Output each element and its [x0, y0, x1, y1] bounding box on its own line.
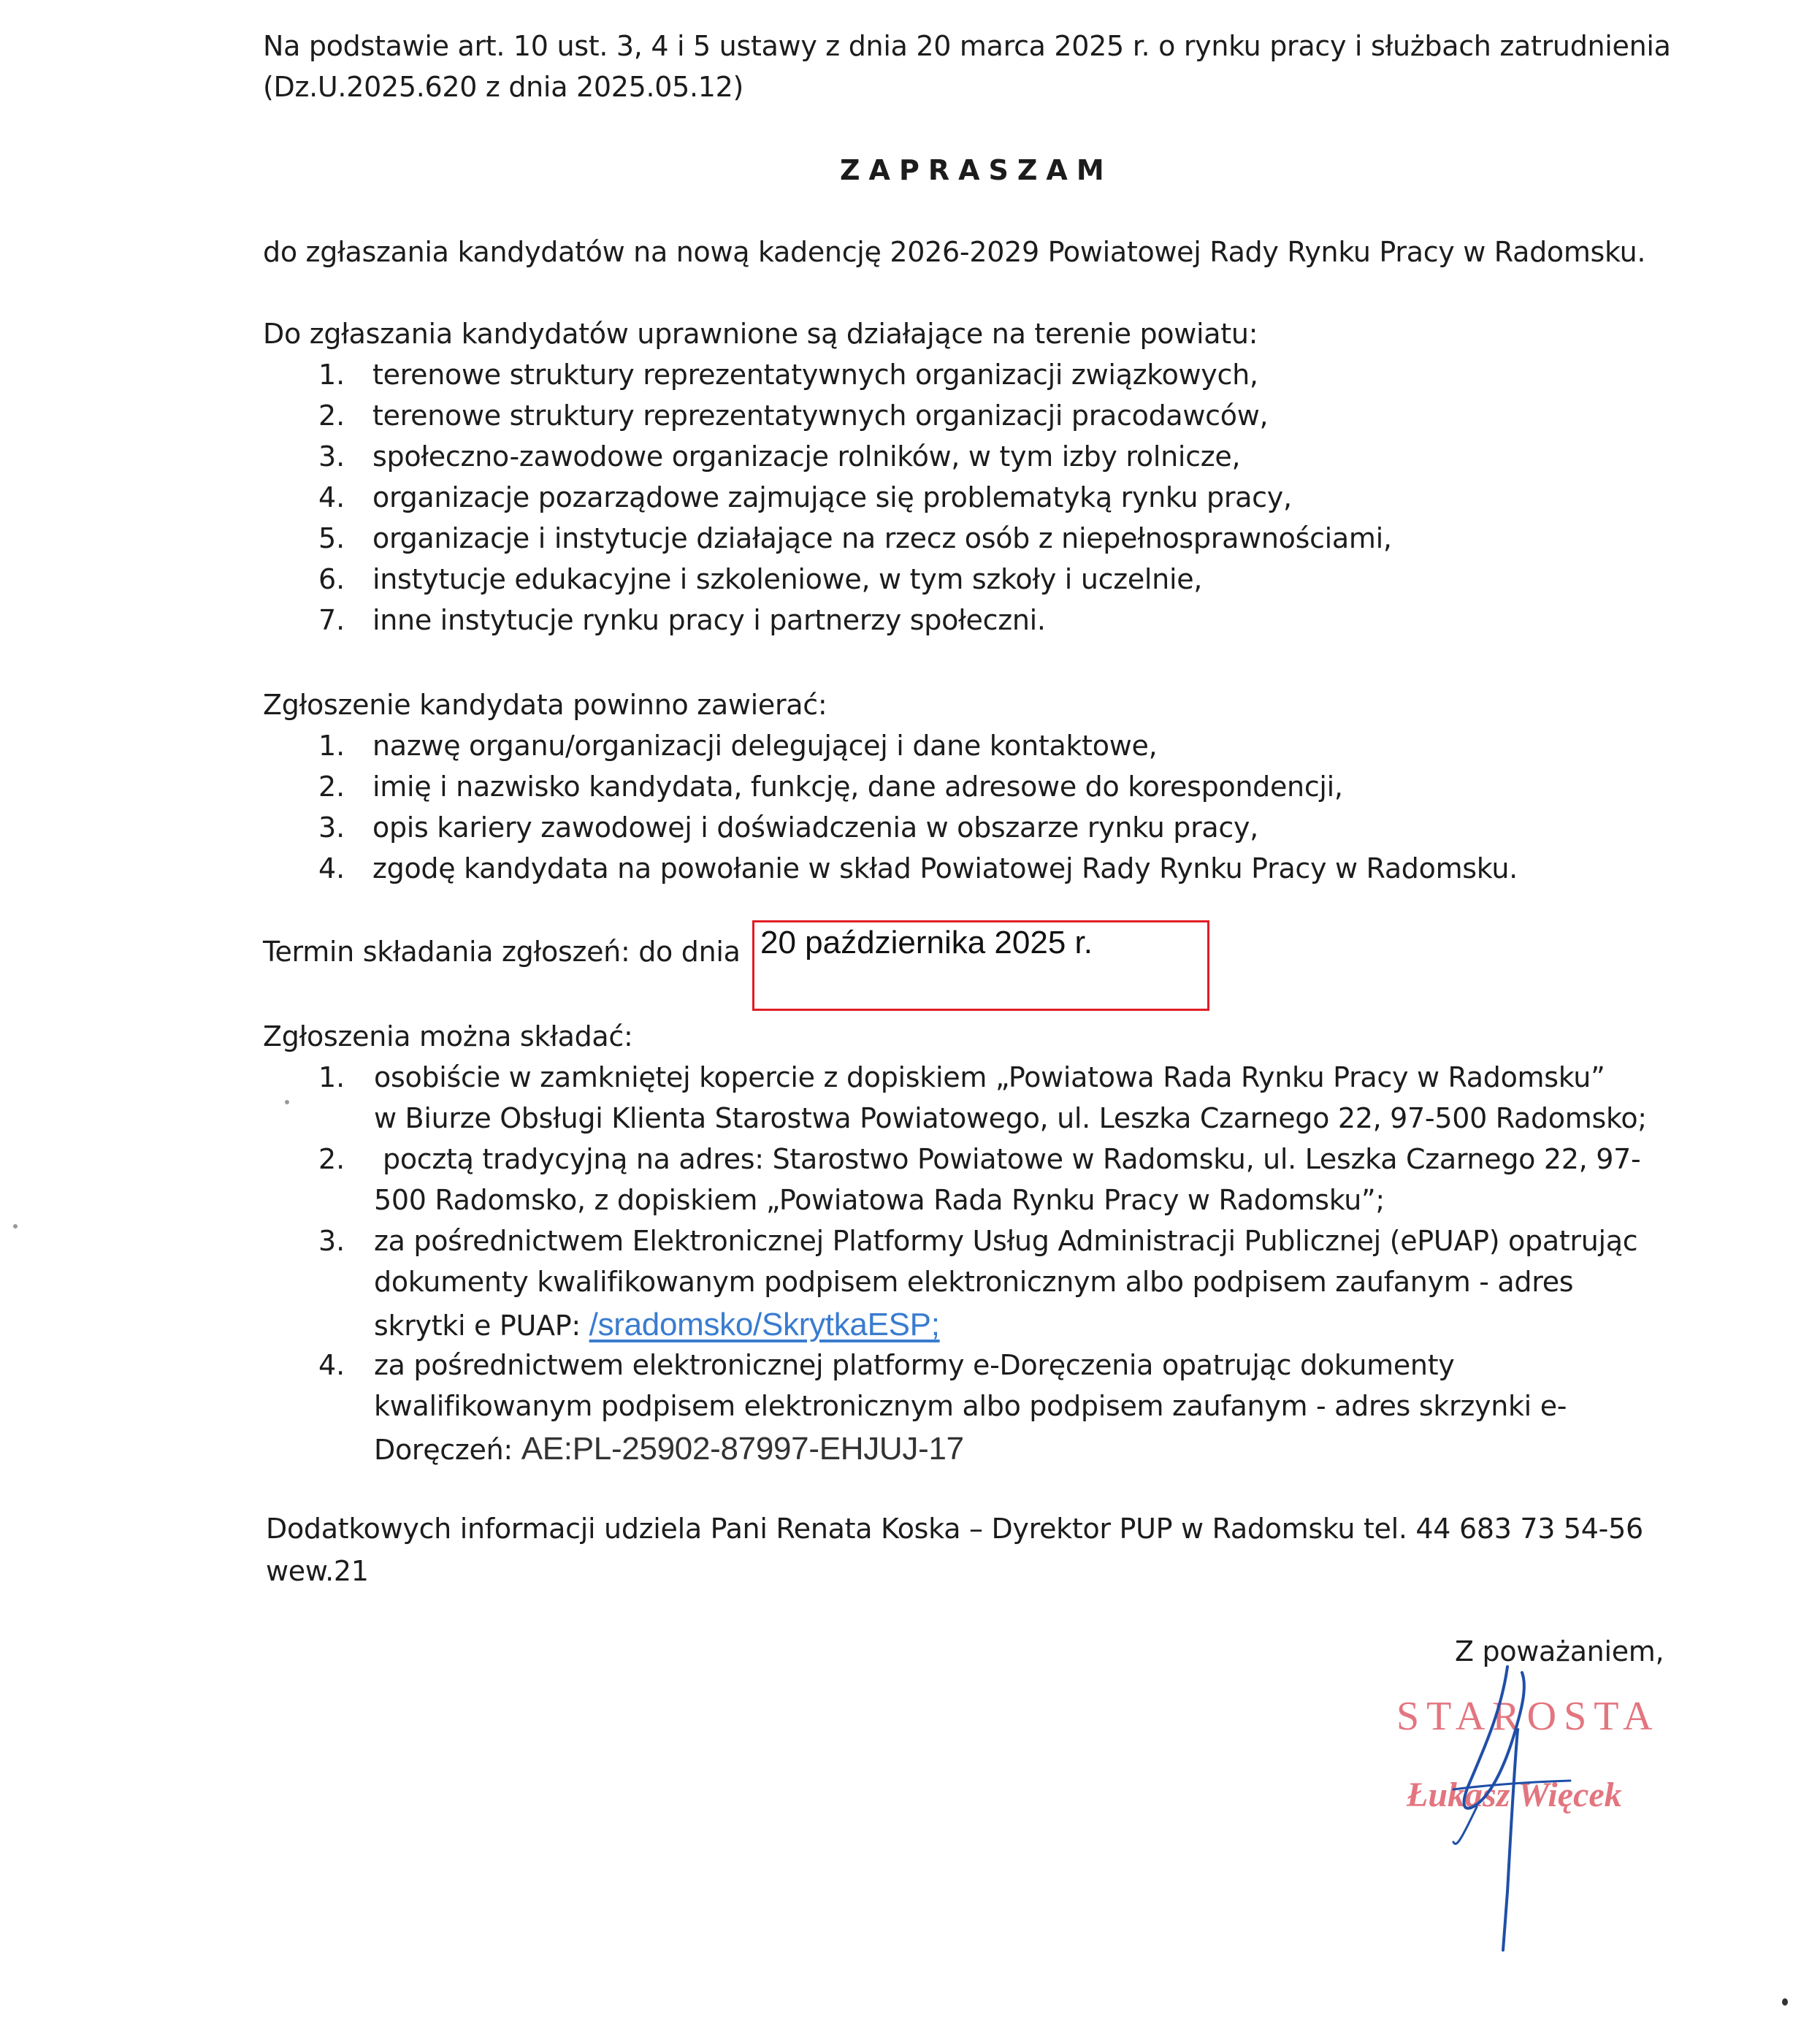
list-number: 4. [318, 481, 345, 513]
list-number: 1. [318, 359, 345, 391]
list-item: opis kariery zawodowej i doświadczenia w obszarze rynku pracy, [372, 811, 1258, 844]
list-item-line: za pośrednictwem Elektronicznej Platformy Usług Administracji Publicznej (ePUAP) opatrując [374, 1225, 1638, 1257]
deadline-value: 20 października 2025 r. [760, 925, 1093, 960]
list-number: 3. [318, 440, 345, 473]
edoreczenia-label: Doręczeń: [374, 1434, 513, 1466]
list-item-line: osobiście w zamkniętej kopercie z dopiskiem „Powiatowa Rada Rynku Pracy w Radomsku” [374, 1061, 1605, 1093]
list-item-line: 500 Radomsko, z dopiskiem „Powiatowa Rada Rynku Pracy w Radomsku”; [374, 1184, 1385, 1216]
list-number: 5. [318, 522, 345, 554]
deadline-box [752, 920, 1209, 1011]
list-item: terenowe struktury reprezentatywnych organizacji pracodawców, [372, 400, 1269, 432]
legal-basis-line2: (Dz.U.2025.620 z dnia 2025.05.12) [263, 71, 744, 103]
list-number: 1. [318, 1061, 345, 1093]
list-item: imię i nazwisko kandydata, funkcję, dane adresowe do korespondencji, [372, 771, 1343, 803]
list-number: 3. [318, 811, 345, 844]
list-item-line [374, 1309, 940, 1341]
list-item: organizacje i instytucje działające na rzecz osób z niepełnosprawnościami, [372, 522, 1392, 554]
list-number: 2. [318, 771, 345, 803]
scan-speck [13, 1224, 18, 1229]
list-number: 7. [318, 604, 345, 636]
list-item: nazwę organu/organizacji delegującej i dane kontaktowe, [372, 730, 1158, 762]
document-title: ZAPRASZAM [840, 154, 1113, 186]
eligible-intro: Do zgłaszania kandydatów uprawnione są działające na terenie powiatu: [263, 318, 1258, 350]
list-number: 1. [318, 730, 345, 762]
epuap-label: skrytki e PUAP: [374, 1310, 581, 1342]
edoreczenia-address: AE:PL-25902-87997-EHJUJ-17 [521, 1431, 964, 1467]
contents-intro: Zgłoszenie kandydata powinno zawierać: [263, 689, 827, 721]
list-number: 2. [318, 1143, 345, 1175]
list-item-line: za pośrednictwem elektronicznej platformy e-Doręczenia opatrując dokumenty [374, 1349, 1455, 1381]
list-number: 3. [318, 1225, 345, 1257]
list-number: 2. [318, 400, 345, 432]
epuap-link[interactable]: /sradomsko/SkrytkaESP; [589, 1307, 940, 1342]
list-number: 4. [318, 1349, 345, 1381]
list-item-line: pocztą tradycyjną na adres: Starostwo Powiatowe w Radomsku, ul. Leszka Czarnego 22, 97- [383, 1143, 1641, 1175]
closing-greeting: Z poważaniem, [1455, 1635, 1664, 1667]
contact-line1: Dodatkowych informacji udziela Pani Renata Koska – Dyrektor PUP w Radomsku tel. 44 683 73 54-56 [266, 1513, 1643, 1545]
deadline-label: Termin składania zgłoszeń: do dnia [263, 936, 741, 968]
list-item: inne instytucje rynku pracy i partnerzy społeczni. [372, 604, 1046, 636]
scan-speck [1782, 1998, 1788, 2006]
list-number: 4. [318, 852, 345, 884]
list-item: społeczno-zawodowe organizacje rolników, w tym izby rolnicze, [372, 440, 1241, 473]
legal-basis-line1: Na podstawie art. 10 ust. 3, 4 i 5 ustawy z dnia 20 marca 2025 r. o rynku pracy i służbach zatrudnienia [263, 30, 1671, 62]
list-item: terenowe struktury reprezentatywnych organizacji związkowych, [372, 359, 1258, 391]
stamp-name: Łukasz Więcek [1407, 1776, 1622, 1814]
list-item-line: w Biurze Obsługi Klienta Starostwa Powiatowego, ul. Leszka Czarnego 22, 97-500 Radomsko; [374, 1102, 1647, 1134]
list-item: zgodę kandydata na powołanie w skład Powiatowej Rady Rynku Pracy w Radomsku. [372, 852, 1518, 884]
stamp-title: STAROSTA [1396, 1694, 1660, 1739]
list-item: instytucje edukacyjne i szkoleniowe, w tym szkoły i uczelnie, [372, 563, 1203, 595]
scan-speck [285, 1100, 289, 1104]
list-item-line: kwalifikowanym podpisem elektronicznym albo podpisem zaufanym - adres skrzynki e- [374, 1390, 1567, 1422]
list-item-line: dokumenty kwalifikowanym podpisem elektronicznym albo podpisem zaufanym - adres [374, 1266, 1574, 1298]
submission-intro: Zgłoszenia można składać: [263, 1020, 633, 1052]
list-item-line [374, 1433, 964, 1465]
list-number: 6. [318, 563, 345, 595]
contact-line2: wew.21 [266, 1555, 369, 1587]
invitation-text: do zgłaszania kandydatów na nową kadencję 2026-2029 Powiatowej Rady Rynku Pracy w Radomsku. [263, 236, 1646, 268]
list-item: organizacje pozarządowe zajmujące się problematyką rynku pracy, [372, 481, 1292, 513]
signature-image [1431, 1643, 1607, 1965]
